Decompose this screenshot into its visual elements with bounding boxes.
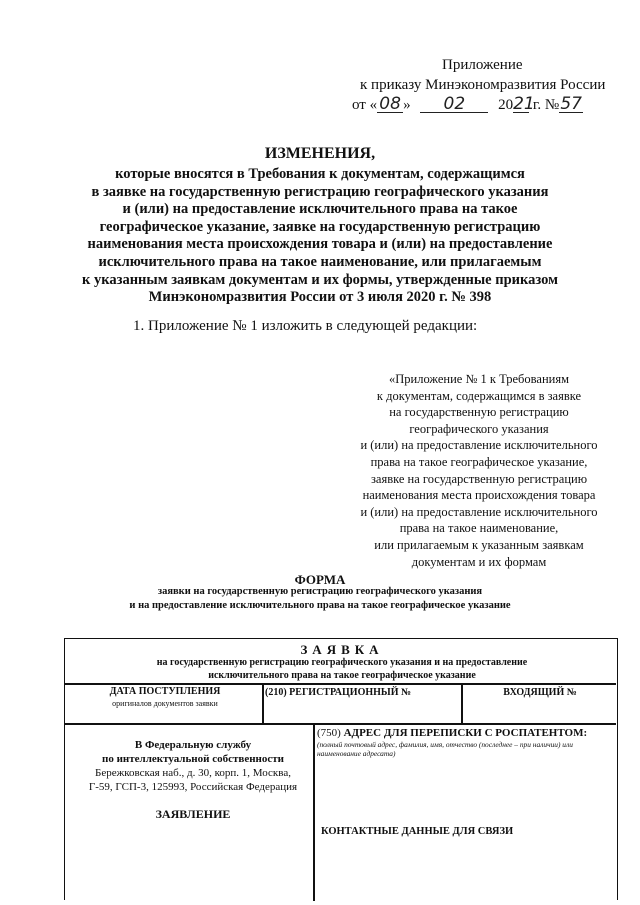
quote-line: документам и их формам — [411, 554, 547, 569]
statement-heading: ЗАЯВЛЕНИЕ — [155, 807, 231, 821]
date-day: 08 — [377, 96, 403, 113]
form-subtitle-line: заявки на государственную регистрацию географического указания — [157, 586, 483, 597]
quote-line: права на такое наименование, — [399, 521, 559, 536]
quote-line: наименования места происхождения товара — [362, 488, 596, 503]
form-subtitle-line: и на предоставление исключительного права на такое географическое указание — [129, 600, 511, 611]
form-header-sub-line: на государственную регистрацию географического указания и на предоставление — [156, 657, 528, 668]
date-received-cell — [67, 686, 263, 710]
date-month: 02 — [420, 96, 488, 113]
contact-details-label: КОНТАКТНЫЕ ДАННЫЕ ДЛЯ СВЯЗИ — [321, 826, 514, 837]
quote-line: и (или) на предоставление исключительного — [360, 438, 598, 453]
page-title: ИЗМЕНЕНИЯ, — [264, 145, 376, 162]
form-title: ФОРМА — [294, 572, 346, 587]
date-received-note: оригиналов документов заявки — [112, 699, 218, 708]
page-subtitle — [70, 166, 570, 307]
correspondence-note: (полный почтовый адрес, фамилия, имя, отчество (последнее – при наличии) или наименование адресата) — [317, 740, 573, 758]
correspondence-code: (750) — [317, 727, 341, 739]
date-quote-close: » — [403, 97, 411, 113]
table-divider — [65, 723, 616, 725]
addressee-block — [75, 738, 311, 794]
quote-line: права на такое географическое указание, — [370, 454, 588, 469]
incoming-number-label: ВХОДЯЩИЙ № — [503, 687, 577, 698]
table-divider — [65, 683, 616, 685]
appendix-header — [340, 55, 620, 115]
addressee-line: В Федеральную службу — [134, 739, 252, 751]
appendix-title: Приложение — [442, 57, 523, 73]
subtitle-line: исключительного права на такое наименование, или прилагаемым — [98, 253, 542, 270]
subtitle-line: к указанным заявкам документам и их формы, утвержденные приказом — [82, 271, 558, 288]
quote-line: на государственную регистрацию — [389, 405, 569, 420]
appendix-order-ref: к приказу Минэкономразвития России — [360, 77, 606, 93]
date-year-prefix: 20 — [498, 97, 514, 113]
order-number: 57 — [560, 94, 582, 114]
subtitle-line: и (или) на предоставление исключительного права на такое — [122, 201, 518, 218]
date-received-label: ДАТА ПОСТУПЛЕНИЯ — [109, 686, 221, 697]
date-year-suffix: 21 — [513, 94, 535, 114]
date-from-label: от « — [352, 97, 378, 113]
form-subtitle — [60, 585, 580, 613]
form-header: ЗАЯВКА — [300, 642, 384, 657]
quote-line: географического указания — [409, 421, 549, 436]
subtitle-line: Минэкономразвития России от 3 июля 2020 г. № 398 — [148, 289, 492, 306]
subtitle-line: которые вносятся в Требования к документам, содержащимся — [115, 166, 525, 182]
addressee-line: по интеллектуальной собственности — [101, 753, 285, 765]
item-1-text: 1. Приложение № 1 изложить в следующей редакции: — [133, 318, 478, 334]
table-divider — [461, 683, 463, 723]
subtitle-line: наименования места происхождения товара и (или) на предоставление — [87, 236, 553, 253]
form-header-sub — [85, 656, 599, 682]
quoted-appendix-block — [348, 371, 610, 570]
order-number-label: г. № — [532, 97, 560, 113]
registration-number-label: (210) РЕГИСТРАЦИОННЫЙ № — [265, 687, 412, 698]
quote-line: и (или) на предоставление исключительного — [360, 504, 598, 519]
appendix-date-line — [340, 95, 620, 115]
application-form-table — [64, 638, 618, 900]
form-header-sub-line: исключительного права на такое географическое указание — [208, 670, 476, 681]
correspondence-address-cell — [317, 727, 615, 758]
table-divider — [313, 723, 315, 901]
address-line: Бережковская наб., д. 30, корп. 1, Москва, — [95, 767, 291, 779]
quote-line: заявке на государственную регистрацию — [370, 471, 588, 486]
subtitle-line: географическое указание, заявке на государственную регистрацию — [99, 218, 541, 235]
subtitle-line: в заявке на государственную регистрацию географического указания — [91, 183, 549, 200]
quote-line: «Приложение № 1 к Требованиям — [389, 372, 569, 386]
quote-line: или прилагаемым к указанным заявкам — [374, 537, 584, 552]
quote-line: к документам, содержащимся в заявке — [376, 388, 582, 403]
correspondence-label: АДРЕС ДЛЯ ПЕРЕПИСКИ С РОСПАТЕНТОМ: — [343, 727, 588, 739]
address-line: Г-59, ГСП-3, 125993, Российская Федерация — [88, 781, 298, 793]
